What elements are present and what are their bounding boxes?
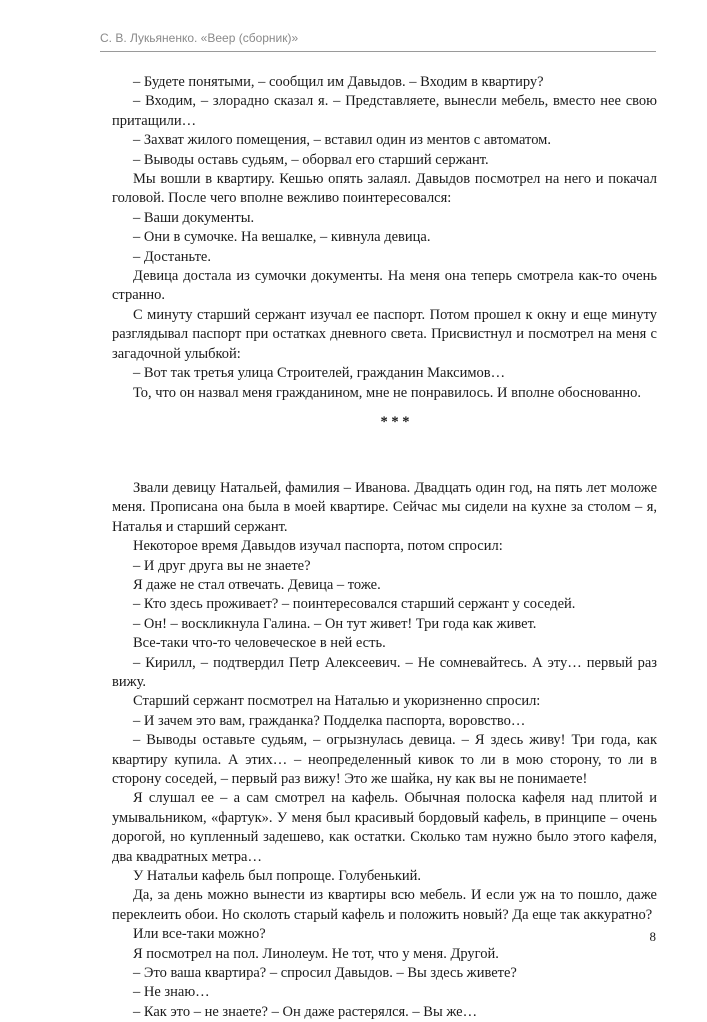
paragraph: Старший сержант посмотрел на Наталью и укоризненно спросил: [133,693,541,710]
paragraph: Я слушал ее – а сам смотрел на кафель. Обычная полоска кафеля над плитой и умывальником, «фартук». У меня был красивый бордовый кафель, в принципе – очень дорогой, но купленный задешево, как остатки. Сколько там нужно было этого кафеля, два квадратных метра… [112,790,657,865]
paragraph: – Захват жилого помещения, – вставил один из ментов с автоматом. [133,132,551,149]
paragraph: Мы вошли в квартиру. Кешью опять залаял. Давыдов посмотрел на него и покачал головой. После чего вполне вежливо поинтересовался: [112,171,657,207]
paragraph: – Вот так третья улица Строителей, гражданин Максимов… [133,365,506,382]
running-header: С. В. Лукьяненко. «Веер (сборник)» [100,31,299,45]
paragraph: – Кто здесь проживает? – поинтересовался старший сержант у соседей. [133,596,576,613]
paragraph: – И друг друга вы не знаете? [133,557,311,574]
paragraph: Или все-таки можно? [133,926,266,943]
paragraph: – Выводы оставьте судьям, – огрызнулась девица. – Я здесь живу! Три года, как квартиру купила. А этих… – неопределенный кивок то ли в мою сторону, то ли в сторону соседей, – первый раз вижу! Это же шайка, ну как вы не понимаете! [112,732,657,787]
paragraph: – Достаньте. [133,248,211,265]
paragraph: – Кирилл, – подтвердил Петр Алексеевич. – Не сомневайтесь. А эту… первый раз вижу. [112,654,657,690]
paragraph: – Будете понятыми, – сообщил им Давыдов. – Входим в квартиру? [133,74,544,90]
paragraph: – Не знаю… [133,984,210,1001]
section-separator: * * * [380,413,410,430]
paragraph: – Входим, – злорадно сказал я. – Представляете, вынесли мебель, вместо нее свою притащили… [112,93,657,129]
paragraph: Звали девицу Натальей, фамилия – Иванова. Двадцать один год, на пять лет моложе меня. Прописана она была в моей квартире. Сейчас мы сидели на кухне за столом – я, Наталья и старший сержант. [112,479,657,535]
page-number: 8 [649,929,656,944]
paragraph: – Они в сумочке. На вешалке, – кивнула девица. [133,229,431,246]
paragraph: Да, за день можно вынести из квартиры всю мебель. И если уж на то пошло, даже переклеить обои. Но сколоть старый кафель и положить новый? Да еще так аккуратно? [112,887,657,923]
header-divider [100,51,656,52]
paragraph: У Натальи кафель был попроще. Голубенький. [133,868,422,885]
body-text [112,73,657,1022]
paragraph: Некоторое время Давыдов изучал паспорта, потом спросил: [133,538,503,555]
paragraph: С минуту старший сержант изучал ее паспорт. Потом прошел к окну и еще минуту разглядывал паспорт при остатках дневного света. Присвистнул и посмотрел на меня с загадочной улыбкой: [112,306,657,362]
section-2 [112,479,657,1022]
paragraph: – Как это – не знаете? – Он даже растерялся. – Вы же… [133,1003,478,1020]
paragraph: – Он! – воскликнула Галина. – Он тут живет! Три года как живет. [133,615,537,632]
paragraph: Я посмотрел на пол. Линолеум. Не тот, что у меня. Другой. [133,945,499,962]
paragraph: – Выводы оставь судьям, – оборвал его старший сержант. [133,151,489,168]
paragraph: Я даже не стал отвечать. Девица – тоже. [133,576,381,593]
section-1 [112,73,657,403]
paragraph: То, что он назвал меня гражданином, мне не понравилось. И вполне обоснованно. [133,384,642,401]
paragraph: Все-таки что-то человеческое в ней есть. [133,635,386,652]
paragraph: – И зачем это вам, гражданка? Подделка паспорта, воровство… [133,712,526,729]
paragraph: Девица достала из сумочки документы. На меня она теперь смотрела как-то очень странно. [112,268,657,304]
paragraph: – Это ваша квартира? – спросил Давыдов. – Вы здесь живете? [133,965,517,982]
paragraph: – Ваши документы. [133,209,255,226]
